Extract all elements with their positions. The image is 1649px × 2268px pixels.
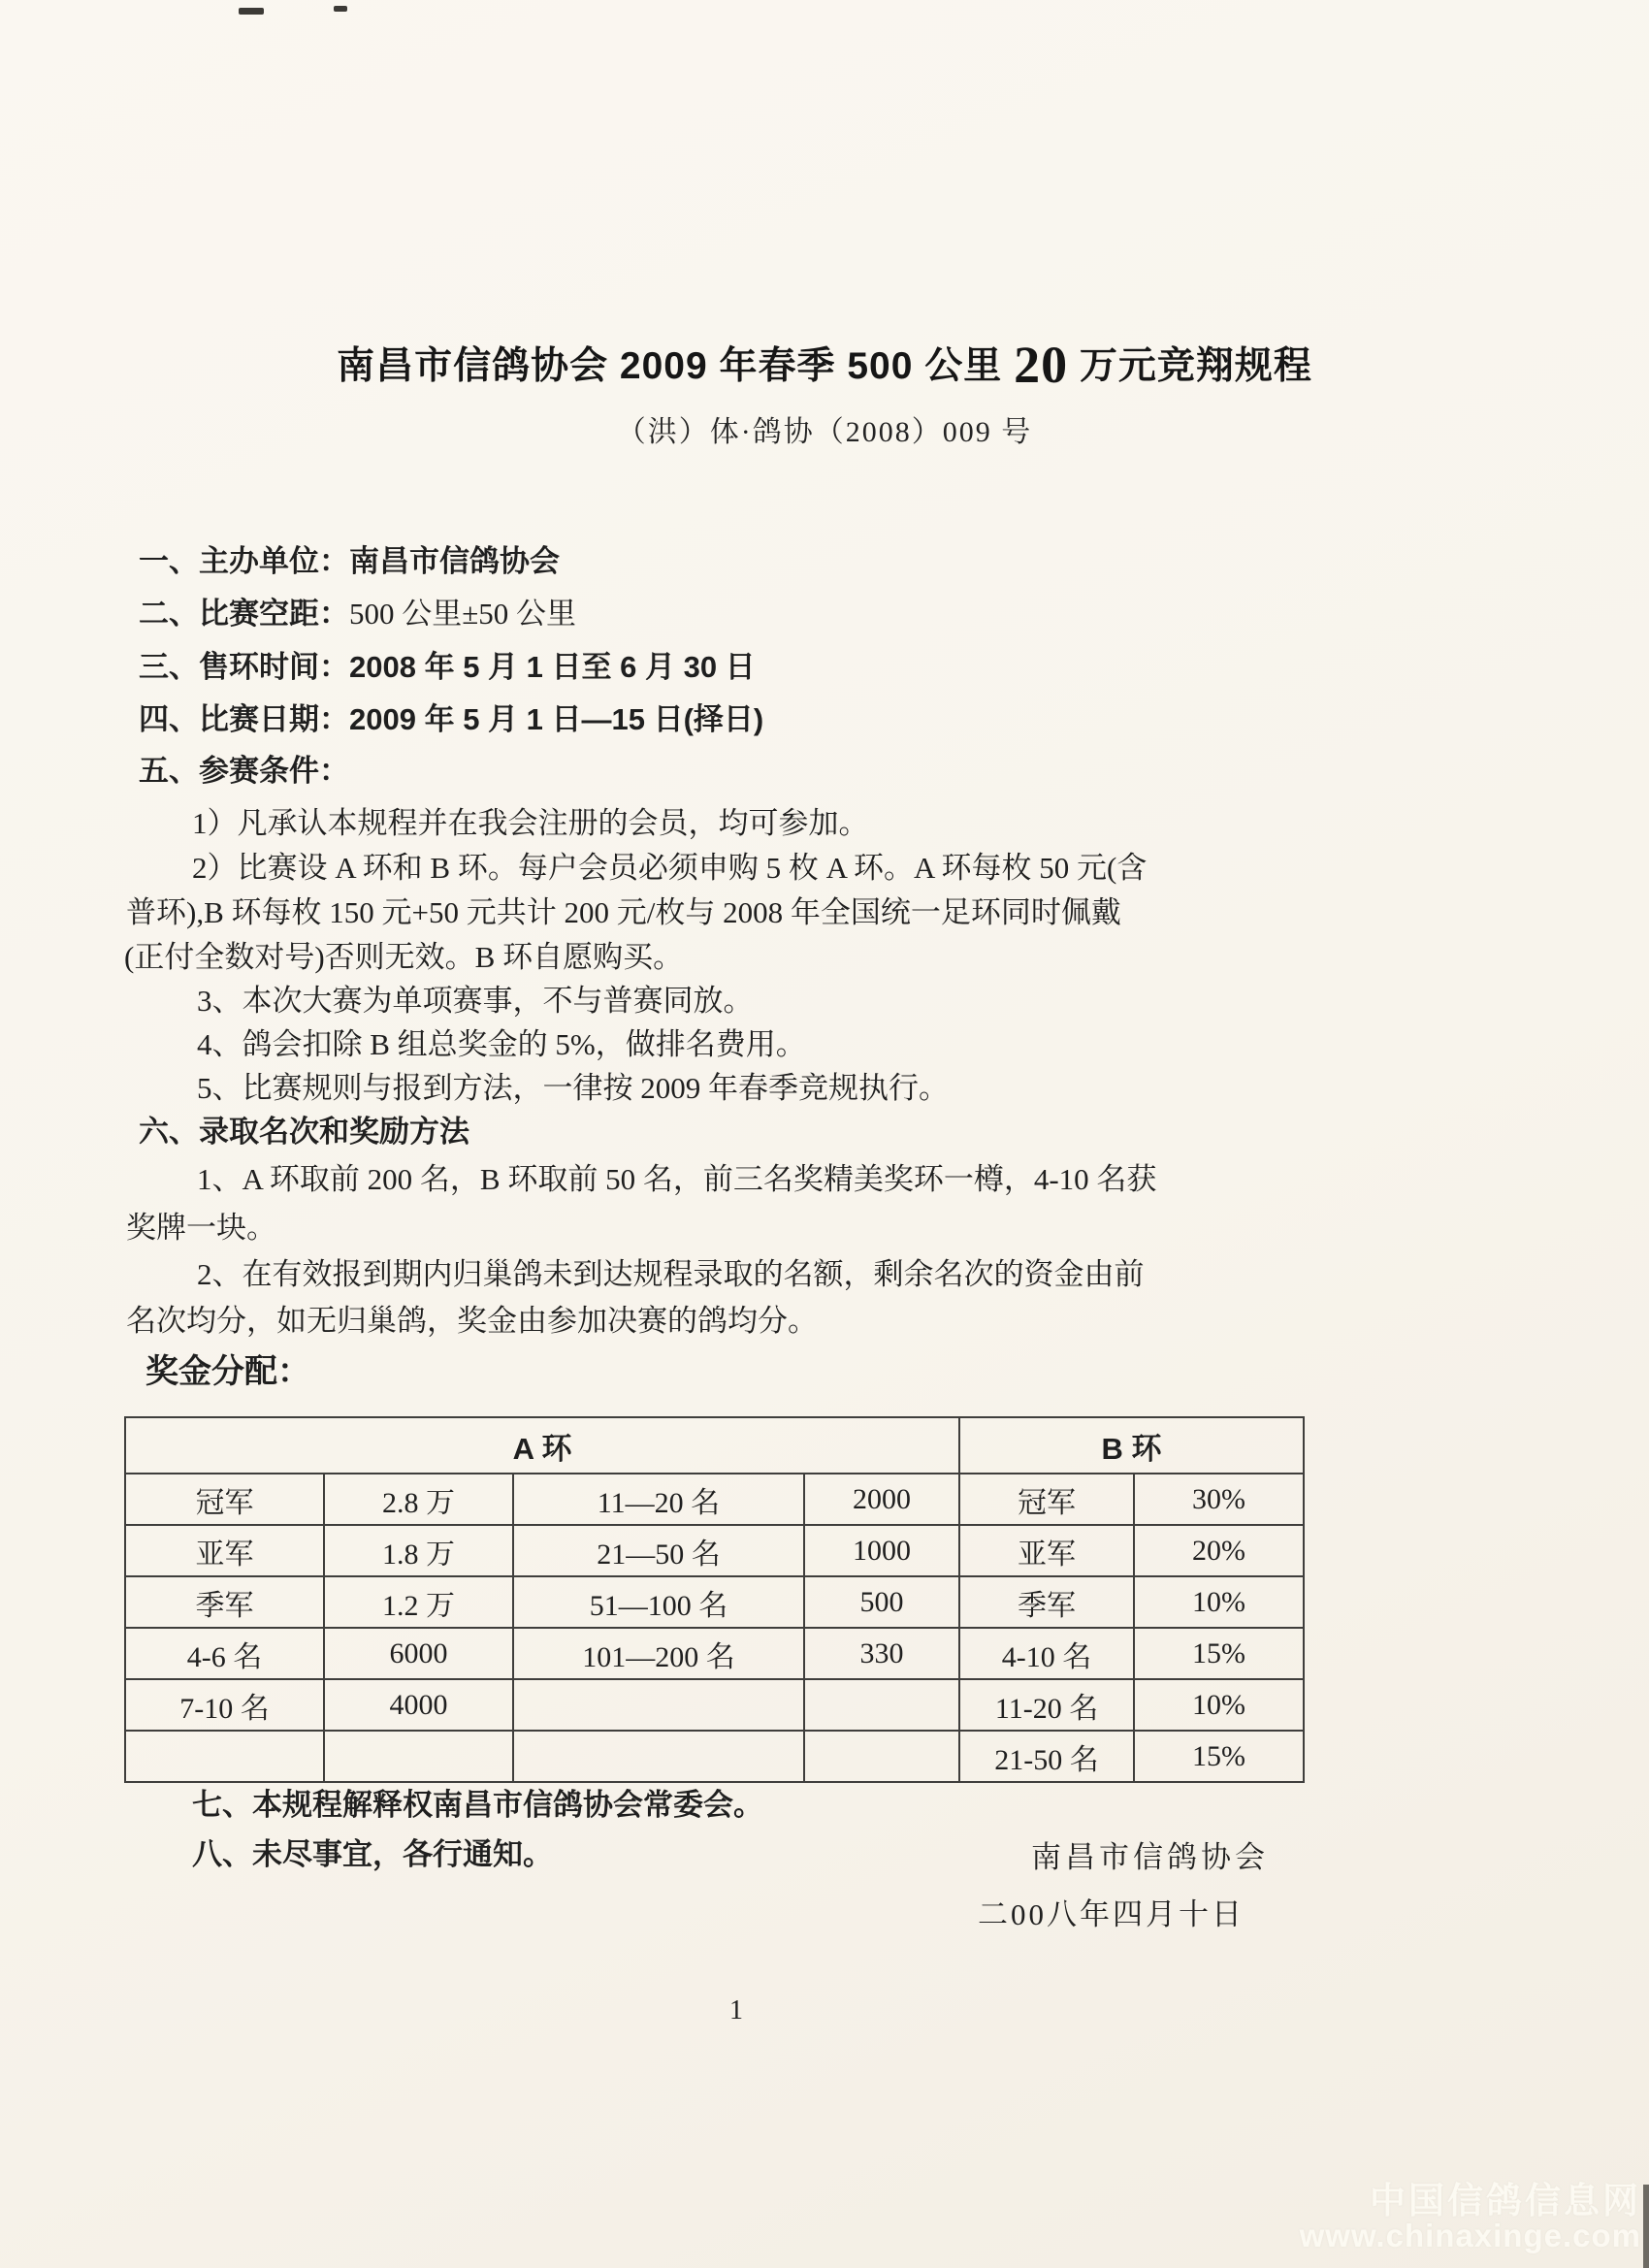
prize-distribution-table — [124, 1416, 1305, 1783]
scan-speck — [334, 6, 347, 12]
table-cell: 冠军 — [959, 1474, 1134, 1525]
table-cell: 330 — [804, 1628, 959, 1679]
award-2-line1: 2、在有效报到期内归巢鸽未到达规程录取的名额，剩余名次的资金由前 — [197, 1257, 1145, 1291]
table-cell: 2.8 万 — [324, 1474, 513, 1525]
table-cell: 1.2 万 — [324, 1576, 513, 1628]
table-cell: 15% — [1134, 1731, 1304, 1782]
table-cell: 季军 — [125, 1576, 324, 1628]
table-cell: 6000 — [324, 1628, 513, 1679]
table-cell: 11—20 名 — [513, 1474, 804, 1525]
table-cell: 10% — [1134, 1679, 1304, 1731]
table-cell: 20% — [1134, 1525, 1304, 1576]
table-cell: 11-20 名 — [959, 1679, 1134, 1731]
table-cell: 季军 — [959, 1576, 1134, 1628]
table-row — [125, 1525, 1304, 1576]
table-row — [125, 1474, 1304, 1525]
item-host-value: 南昌市信鸽协会 — [349, 544, 560, 578]
condition-3: 3、本次大赛为单项赛事，不与普赛同放。 — [197, 984, 754, 1018]
document-title — [0, 334, 1649, 397]
item-race-date — [139, 701, 763, 737]
watermark-site-url: www.chinaxinge.com — [1299, 2218, 1641, 2253]
item-host-label: 一、主办单位： — [139, 544, 349, 578]
table-cell: 101—200 名 — [513, 1628, 804, 1679]
item-distance-value: 500 公里±50 公里 — [349, 597, 577, 631]
scan-speck — [239, 8, 264, 15]
table-row — [125, 1576, 1304, 1628]
document-number: （洪）体·鸽协（2008）009 号 — [616, 416, 1033, 448]
table-cell: 500 — [804, 1576, 959, 1628]
condition-2-line1: 2）比赛设 A 环和 B 环。每户会员必须申购 5 枚 A 环。A 环每枚 50 元(含 — [192, 851, 1148, 885]
item-ring-sale-label: 三、售环时间： — [139, 650, 349, 684]
table-cell — [513, 1731, 804, 1782]
table-cell: 4000 — [324, 1679, 513, 1731]
table-cell — [804, 1679, 959, 1731]
table-cell: 1.8 万 — [324, 1525, 513, 1576]
table-cell: 10% — [1134, 1576, 1304, 1628]
awards-heading: 六、录取名次和奖励方法 — [139, 1115, 469, 1149]
signature-date: 二00八年四月十日 — [978, 1897, 1245, 1931]
title-suffix: 万元竞翔规程 — [1068, 345, 1312, 387]
item-ring-sale-value: 2008 年 5 月 1 日至 6 月 30 日 — [349, 650, 756, 684]
misc-clause: 八、未尽事宜，各行通知。 — [192, 1837, 553, 1871]
table-cell: 21—50 名 — [513, 1525, 804, 1576]
award-1-line2: 奖牌一块。 — [126, 1211, 276, 1245]
signature-org: 南昌市信鸽协会 — [1031, 1840, 1269, 1874]
table-cell: 4-10 名 — [959, 1628, 1134, 1679]
table-cell: 4-6 名 — [125, 1628, 324, 1679]
table-cell: 21-50 名 — [959, 1731, 1134, 1782]
table-header-a-ring: A 环 — [125, 1417, 959, 1474]
table-cell: 7-10 名 — [125, 1679, 324, 1731]
conditions-heading: 五、参赛条件： — [139, 754, 349, 788]
table-row — [125, 1628, 1304, 1679]
table-row — [125, 1679, 1304, 1731]
table-row — [125, 1731, 1304, 1782]
bonus-heading: 奖金分配： — [146, 1353, 310, 1390]
table-header-row — [125, 1417, 1304, 1474]
table-header-b-ring: B 环 — [959, 1417, 1304, 1474]
table-cell: 冠军 — [125, 1474, 324, 1525]
condition-5: 5、比赛规则与报到方法，一律按 2009 年春季竞规执行。 — [197, 1071, 949, 1105]
item-distance-label: 二、比赛空距： — [139, 597, 349, 631]
title-amount: 20 — [1014, 336, 1069, 394]
scan-edge-artifact — [1643, 2185, 1649, 2268]
item-race-date-label: 四、比赛日期： — [139, 702, 349, 736]
award-1-line1: 1、A 环取前 200 名，B 环取前 50 名，前三名奖精美奖环一樽，4-10 名获 — [197, 1162, 1157, 1196]
page-number: 1 — [729, 1995, 743, 2025]
item-host — [139, 543, 560, 579]
title-prefix: 南昌市信鸽协会 2009 年春季 500 公里 — [337, 345, 1015, 387]
watermark-site-name: 中国信鸽信息网 — [1370, 2181, 1641, 2220]
table-cell: 15% — [1134, 1628, 1304, 1679]
table-cell: 亚军 — [959, 1525, 1134, 1576]
interpretation-clause: 七、本规程解释权南昌市信鸽协会常委会。 — [192, 1788, 763, 1822]
table-cell — [513, 1679, 804, 1731]
award-2-line2: 名次均分，如无归巢鸽，奖金由参加决赛的鸽均分。 — [126, 1304, 818, 1338]
condition-1: 1）凡承认本规程并在我会注册的会员，均可参加。 — [192, 806, 869, 840]
table-cell: 亚军 — [125, 1525, 324, 1576]
table-cell — [804, 1731, 959, 1782]
table-cell: 51—100 名 — [513, 1576, 804, 1628]
table-cell — [125, 1731, 324, 1782]
table-cell: 30% — [1134, 1474, 1304, 1525]
table-cell: 2000 — [804, 1474, 959, 1525]
item-distance — [139, 596, 576, 632]
table-cell: 1000 — [804, 1525, 959, 1576]
table-cell — [324, 1731, 513, 1782]
item-race-date-value: 2009 年 5 月 1 日—15 日(择日) — [349, 702, 764, 736]
condition-4: 4、鸽会扣除 B 组总奖金的 5%，做排名费用。 — [197, 1027, 806, 1061]
condition-2-line2: 普环),B 环每枚 150 元+50 元共计 200 元/枚与 2008 年全国统一足环同时佩戴 — [126, 895, 1121, 929]
condition-2-line3: (正付全数对号)否则无效。B 环自愿购买。 — [124, 940, 684, 974]
item-ring-sale — [139, 649, 756, 685]
